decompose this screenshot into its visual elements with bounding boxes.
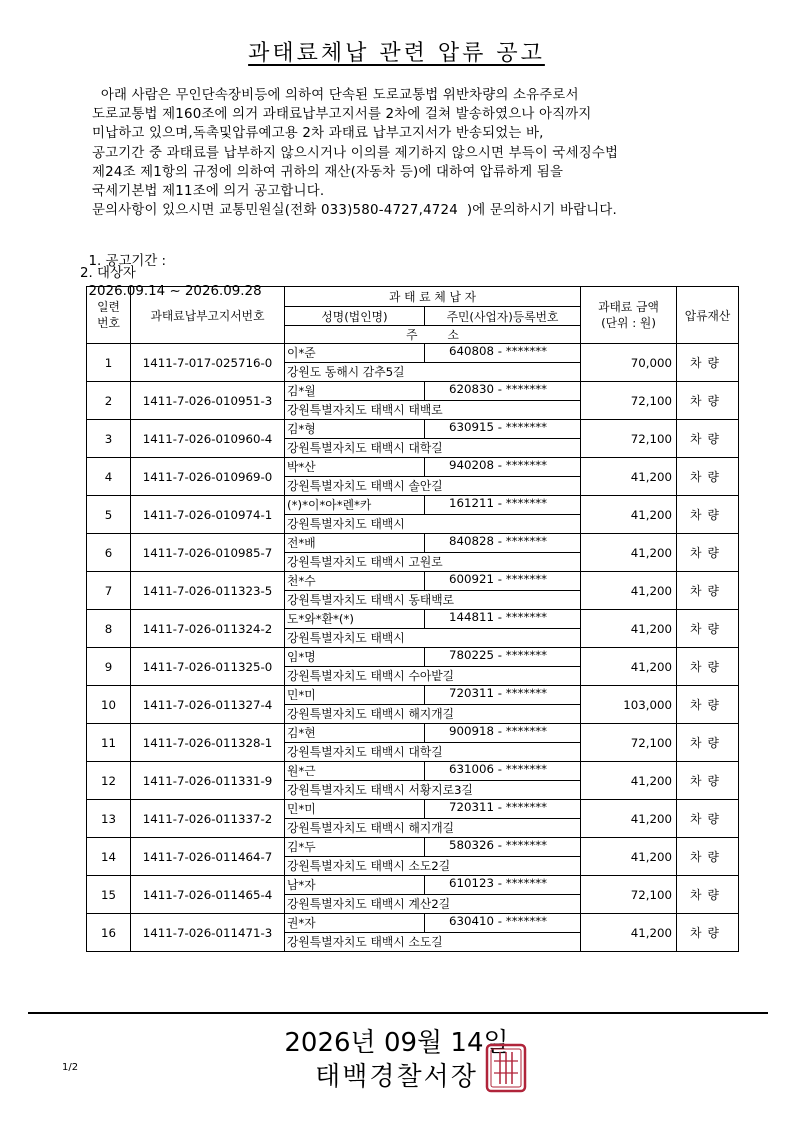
- payer-address: 강원특별자치도 태백시 동태백로: [287, 593, 455, 607]
- registration-number: 720311 - *******: [449, 800, 548, 814]
- registration-number: 580326 - *******: [449, 838, 548, 852]
- seized-property: 차량: [677, 648, 739, 686]
- seized-property: 차량: [677, 686, 739, 724]
- amount: 41,200: [581, 800, 677, 838]
- payer-name: 임*명: [287, 650, 316, 664]
- header-property: 압류재산: [677, 287, 739, 344]
- amount: 41,200: [581, 648, 677, 686]
- registration-number: 940208 - *******: [449, 458, 548, 472]
- bill-number: 1411-7-026-010974-1: [131, 496, 285, 534]
- row-number: 3: [87, 420, 131, 458]
- table-row: [87, 686, 739, 705]
- bill-number: 1411-7-026-011325-0: [131, 648, 285, 686]
- payer-name: (*)*이*아*렌*카: [287, 498, 372, 512]
- payer-address: 강원특별자치도 태백시 해지개길: [287, 707, 455, 721]
- amount: 41,200: [581, 762, 677, 800]
- table-row: [87, 534, 739, 553]
- registration-number: 144811 - *******: [449, 610, 548, 624]
- amount: 72,100: [581, 876, 677, 914]
- notice-line: 미납하고 있으며,독촉및압류예고용 2차 과태료 납부고지서가 반송되었는 바,: [92, 126, 544, 142]
- table-row: [87, 610, 739, 629]
- table-row: [87, 800, 739, 819]
- row-number: 9: [87, 648, 131, 686]
- registration-number: 600921 - *******: [449, 572, 548, 586]
- header-no: 일련 번호: [87, 287, 131, 344]
- payer-address: 강원특별자치도 태백시: [287, 631, 405, 645]
- seized-property: 차량: [677, 344, 739, 382]
- period-label: 1. 공고기간 :: [88, 254, 167, 269]
- bill-number: 1411-7-026-010969-0: [131, 458, 285, 496]
- seized-property: 차량: [677, 762, 739, 800]
- payer-name: 천*수: [287, 574, 316, 588]
- table-row: [87, 420, 739, 439]
- payer-address: 강원특별자치도 태백시 소도길: [287, 935, 443, 949]
- amount: 41,200: [581, 496, 677, 534]
- amount: 103,000: [581, 686, 677, 724]
- bill-number: 1411-7-026-011465-4: [131, 876, 285, 914]
- amount: 70,000: [581, 344, 677, 382]
- amount: 41,200: [581, 914, 677, 952]
- header-payer-group: 과 태 료 체 납 자: [285, 287, 581, 307]
- official-seal-icon: [485, 1043, 527, 1093]
- amount: 41,200: [581, 458, 677, 496]
- registration-number: 900918 - *******: [449, 724, 548, 738]
- row-number: 8: [87, 610, 131, 648]
- amount: 72,100: [581, 382, 677, 420]
- period-value: 2026.09.14 ~ 2026.09.28: [88, 284, 262, 299]
- seized-property: 차량: [677, 724, 739, 762]
- row-number: 6: [87, 534, 131, 572]
- row-number: 12: [87, 762, 131, 800]
- payer-name: 김*형: [287, 422, 316, 436]
- registration-number: 610123 - *******: [449, 876, 548, 890]
- amount: 41,200: [581, 534, 677, 572]
- amount: 41,200: [581, 838, 677, 876]
- notice-line: 문의사항이 있으시면 교통민원실(전화 033)580-4727,4724 )에 문의하시기 바랍니다.: [92, 203, 618, 219]
- row-number: 14: [87, 838, 131, 876]
- page-number: 1/2: [62, 1062, 79, 1073]
- table-row: [87, 762, 739, 781]
- table-row: [87, 724, 739, 743]
- table-row: [87, 572, 739, 591]
- payer-name: 김*두: [287, 840, 316, 854]
- bill-number: 1411-7-026-010951-3: [131, 382, 285, 420]
- seized-property: 차량: [677, 800, 739, 838]
- seized-property: 차량: [677, 496, 739, 534]
- notice-line: 공고기간 중 과태료를 납부하지 않으시거나 이의를 제기하지 않으시면 부득이 국세징수법: [92, 145, 619, 161]
- notice-paragraph: [92, 86, 772, 220]
- payer-address: 강원특별자치도 태백시 대학길: [287, 745, 443, 759]
- payer-address: 강원특별자치도 태백시 대학길: [287, 441, 443, 455]
- issuer-name: 태백경찰서장: [315, 1062, 478, 1092]
- registration-number: 840828 - *******: [449, 534, 548, 548]
- payer-name: 도*와*환*(*): [287, 612, 354, 626]
- payer-name: 전*배: [287, 536, 316, 550]
- payer-name: 민*미: [287, 802, 316, 816]
- seized-property: 차량: [677, 838, 739, 876]
- payer-address: 강원특별자치도 태백시: [287, 517, 405, 531]
- header-bill: 과태료납부고지서번호: [131, 287, 285, 344]
- seized-property: 차량: [677, 534, 739, 572]
- payer-address: 강원특별자치도 태백시 해지개길: [287, 821, 455, 835]
- table-row: [87, 876, 739, 895]
- payer-address: 강원특별자치도 태백시 서황지로3길: [287, 783, 473, 797]
- bill-number: 1411-7-026-011337-2: [131, 800, 285, 838]
- payer-address: 강원특별자치도 태백시 태백로: [287, 403, 443, 417]
- registration-number: 780225 - *******: [449, 648, 548, 662]
- seized-property: 차량: [677, 610, 739, 648]
- seized-property: 차량: [677, 914, 739, 952]
- bill-number: 1411-7-026-011331-9: [131, 762, 285, 800]
- seized-property: 차량: [677, 420, 739, 458]
- table-row: [87, 458, 739, 477]
- row-number: 4: [87, 458, 131, 496]
- table-row: [87, 344, 739, 363]
- payer-name: 원*근: [287, 764, 316, 778]
- notice-line: 아래 사람은 무인단속장비등에 의하여 단속된 도로교통법 위반차량의 소유주로서: [92, 88, 579, 103]
- payer-name: 김*현: [287, 726, 316, 740]
- payer-name: 민*미: [287, 688, 316, 702]
- payer-address: 강원도 동해시 감추5길: [287, 365, 405, 379]
- registration-number: 620830 - *******: [449, 382, 548, 396]
- registration-number: 161211 - *******: [449, 496, 548, 510]
- notice-date: 2026년 09월 14일: [284, 1028, 509, 1058]
- amount: 41,200: [581, 572, 677, 610]
- notice-line: 국세기본법 제11조에 의거 공고합니다.: [92, 183, 325, 199]
- payer-address: 강원특별자치도 태백시 솔안길: [287, 479, 443, 493]
- table-row: [87, 648, 739, 667]
- row-number: 5: [87, 496, 131, 534]
- amount: 41,200: [581, 610, 677, 648]
- payer-name: 김*월: [287, 384, 316, 398]
- row-number: 15: [87, 876, 131, 914]
- seized-property: 차량: [677, 572, 739, 610]
- bill-number: 1411-7-026-011471-3: [131, 914, 285, 952]
- header-name: 성명(법인명): [285, 307, 425, 326]
- row-number: 7: [87, 572, 131, 610]
- header-address: 주 소: [285, 326, 581, 344]
- table-row: [87, 382, 739, 401]
- row-number: 13: [87, 800, 131, 838]
- payer-address: 강원특별자치도 태백시 계산2길: [287, 897, 451, 911]
- row-number: 11: [87, 724, 131, 762]
- delinquent-table: [86, 286, 739, 952]
- registration-number: 630410 - *******: [449, 914, 548, 928]
- seized-property: 차량: [677, 382, 739, 420]
- registration-number: 720311 - *******: [449, 686, 548, 700]
- registration-number: 630915 - *******: [449, 420, 548, 434]
- seized-property: 차량: [677, 458, 739, 496]
- bill-number: 1411-7-026-011464-7: [131, 838, 285, 876]
- bill-number: 1411-7-026-011328-1: [131, 724, 285, 762]
- page-title: 과태료체납 관련 압류 공고: [248, 41, 545, 66]
- bill-number: 1411-7-026-011324-2: [131, 610, 285, 648]
- bill-number: 1411-7-026-010985-7: [131, 534, 285, 572]
- payer-name: 권*자: [287, 916, 316, 930]
- row-number: 2: [87, 382, 131, 420]
- payer-address: 강원특별자치도 태백시 수아밭길: [287, 669, 455, 683]
- notice-line: 도로교통법 제160조에 의거 과태료납부고지서를 2차에 걸쳐 발송하였으나 아직까지: [92, 107, 592, 123]
- target-label: 2. 대상자: [80, 266, 136, 281]
- footer-divider: [28, 1012, 768, 1014]
- payer-address: 강원특별자치도 태백시 고원로: [287, 555, 443, 569]
- header-amount: 과태료 금액 (단위 : 원): [581, 287, 677, 344]
- row-number: 10: [87, 686, 131, 724]
- payer-name: 이*준: [287, 346, 316, 360]
- row-number: 1: [87, 344, 131, 382]
- payer-name: 남*자: [287, 878, 316, 892]
- payer-address: 강원특별자치도 태백시 소도2길: [287, 859, 451, 873]
- header-reg: 주민(사업자)등록번호: [425, 307, 581, 326]
- amount: 72,100: [581, 420, 677, 458]
- registration-number: 640808 - *******: [449, 344, 548, 358]
- registration-number: 631006 - *******: [449, 762, 548, 776]
- seized-property: 차량: [677, 876, 739, 914]
- bill-number: 1411-7-026-011327-4: [131, 686, 285, 724]
- row-number: 16: [87, 914, 131, 952]
- bill-number: 1411-7-017-025716-0: [131, 344, 285, 382]
- bill-number: 1411-7-026-010960-4: [131, 420, 285, 458]
- payer-name: 박*산: [287, 460, 316, 474]
- notice-line: 제24조 제1항의 규정에 의하여 귀하의 재산(자동차 등)에 대하여 압류하게 됨을: [92, 164, 564, 180]
- table-row: [87, 914, 739, 933]
- amount: 72,100: [581, 724, 677, 762]
- bill-number: 1411-7-026-011323-5: [131, 572, 285, 610]
- table-row: [87, 838, 739, 857]
- table-row: [87, 496, 739, 515]
